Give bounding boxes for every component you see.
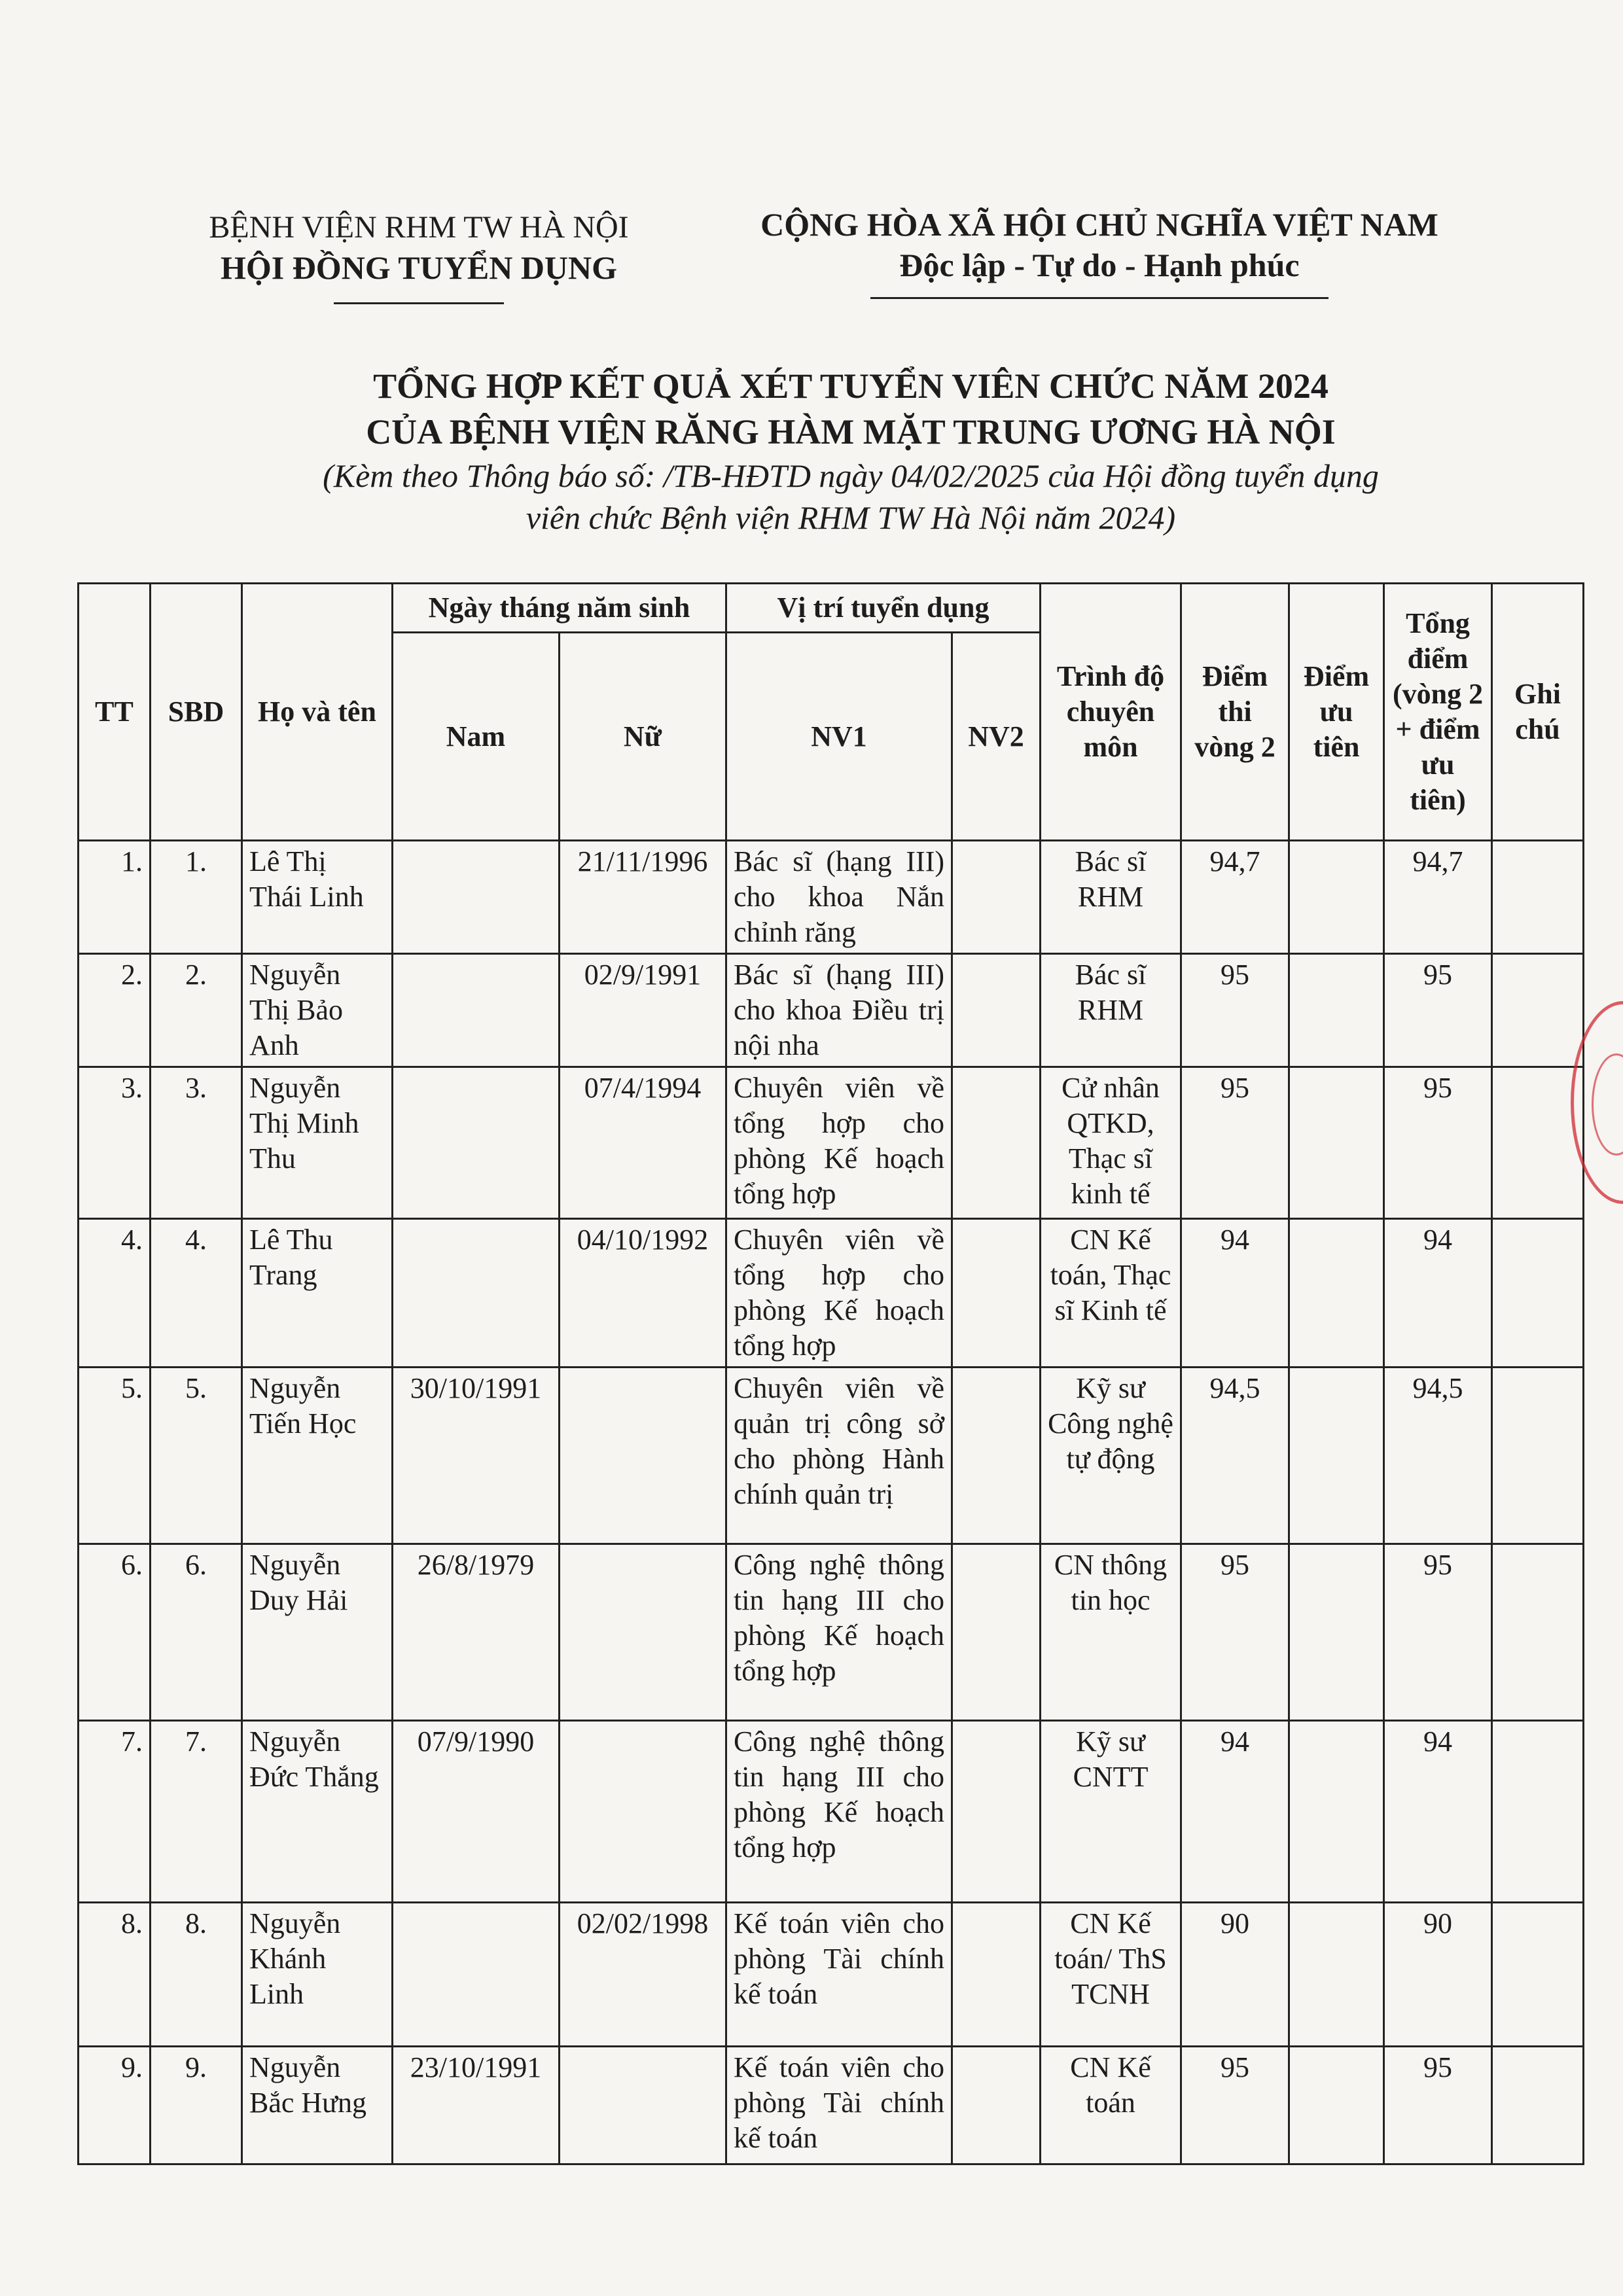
row-position-nv1: Chuyên viên về quản trị công sở cho phòng Hành chính quản trị xyxy=(726,1368,952,1544)
row-exam-score: 95 xyxy=(1181,1067,1289,1219)
row-position-nv2 xyxy=(952,841,1041,954)
row-tt: 6. xyxy=(79,1544,151,1721)
row-note xyxy=(1492,2047,1584,2164)
national-title: CỘNG HÒA XÃ HỘI CHỦ NGHĨA VIỆT NAM xyxy=(760,206,1438,243)
row-dob-female: 21/11/1996 xyxy=(560,841,726,954)
row-priority-score xyxy=(1289,954,1384,1067)
row-position-nv2 xyxy=(952,954,1041,1067)
row-sbd: 9. xyxy=(151,2047,242,2164)
row-position-nv1: Kế toán viên cho phòng Tài chính kế toán xyxy=(726,2047,952,2164)
row-tt: 5. xyxy=(79,1368,151,1544)
row-qualification: Kỹ sư CNTT xyxy=(1041,1721,1181,1903)
table-row xyxy=(79,841,1584,954)
row-dob-male: 23/10/1991 xyxy=(393,2047,560,2164)
row-position-nv1: Công nghệ thông tin hạng III cho phòng Kế hoạch tổng hợp xyxy=(726,1544,952,1721)
row-position-nv2 xyxy=(952,2047,1041,2164)
table-row xyxy=(79,1067,1584,1219)
row-tt: 2. xyxy=(79,954,151,1067)
header-dob-group: Ngày tháng năm sinh xyxy=(393,584,726,633)
row-exam-score: 94 xyxy=(1181,1219,1289,1368)
council-name: HỘI ĐỒNG TUYỂN DỤNG xyxy=(220,249,618,286)
row-priority-score xyxy=(1289,2047,1384,2164)
row-dob-female: 02/9/1991 xyxy=(560,954,726,1067)
row-qualification: CN thông tin học xyxy=(1041,1544,1181,1721)
row-qualification: Cử nhân QTKD, Thạc sĩ kinh tế xyxy=(1041,1067,1181,1219)
row-priority-score xyxy=(1289,1368,1384,1544)
row-position-nv1: Bác sĩ (hạng III) cho khoa Điều trị nội nha xyxy=(726,954,952,1067)
header-right xyxy=(720,204,1479,299)
row-dob-male: 07/9/1990 xyxy=(393,1721,560,1903)
row-position-nv1: Chuyên viên về tổng hợp cho phòng Kế hoạch tổng hợp xyxy=(726,1067,952,1219)
row-sbd: 5. xyxy=(151,1368,242,1544)
row-note xyxy=(1492,1368,1584,1544)
row-note xyxy=(1492,841,1584,954)
header-priority: Điểm ưu tiên xyxy=(1289,584,1384,841)
row-qualification: Bác sĩ RHM xyxy=(1041,954,1181,1067)
row-tt: 1. xyxy=(79,841,151,954)
header-total: Tổng điểm (vòng 2 + điểm ưu tiên) xyxy=(1384,584,1492,841)
row-exam-score: 94 xyxy=(1181,1721,1289,1903)
table-row xyxy=(79,954,1584,1067)
row-position-nv2 xyxy=(952,1368,1041,1544)
row-qualification: CN Kế toán, Thạc sĩ Kinh tế xyxy=(1041,1219,1181,1368)
row-tt: 3. xyxy=(79,1067,151,1219)
row-priority-score xyxy=(1289,1067,1384,1219)
row-dob-female xyxy=(560,2047,726,2164)
header-exam-score: Điểm thi vòng 2 xyxy=(1181,584,1289,841)
row-sbd: 8. xyxy=(151,1903,242,2047)
organization-name: BỆNH VIỆN RHM TW HÀ NỘI xyxy=(209,210,629,245)
table-row xyxy=(79,1219,1584,1368)
row-exam-score: 94,5 xyxy=(1181,1368,1289,1544)
row-dob-female xyxy=(560,1368,726,1544)
national-motto: Độc lập - Tự do - Hạnh phúc xyxy=(899,247,1300,283)
row-name: Nguyễn Khánh Linh xyxy=(242,1903,393,2047)
subtitle-line-1: (Kèm theo Thông báo số: /TB-HĐTD ngày 04/02/2025 của Hội đồng tuyển dụng xyxy=(323,457,1379,494)
row-total-score: 95 xyxy=(1384,1067,1492,1219)
row-note xyxy=(1492,1219,1584,1368)
row-note xyxy=(1492,1544,1584,1721)
header-right-underline xyxy=(870,297,1329,299)
row-note xyxy=(1492,954,1584,1067)
row-dob-female xyxy=(560,1544,726,1721)
row-dob-female: 07/4/1994 xyxy=(560,1067,726,1219)
row-priority-score xyxy=(1289,1544,1384,1721)
row-position-nv2 xyxy=(952,1903,1041,2047)
row-position-nv1: Chuyên viên về tổng hợp cho phòng Kế hoạch tổng hợp xyxy=(726,1219,952,1368)
row-qualification: CN Kế toán xyxy=(1041,2047,1181,2164)
row-dob-male xyxy=(393,1067,560,1219)
header-left-underline xyxy=(334,302,504,304)
row-total-score: 95 xyxy=(1384,2047,1492,2164)
row-position-nv1: Bác sĩ (hạng III) cho khoa Nắn chỉnh răng xyxy=(726,841,952,954)
header-male: Nam xyxy=(393,633,560,841)
row-dob-male xyxy=(393,954,560,1067)
row-qualification: Bác sĩ RHM xyxy=(1041,841,1181,954)
row-priority-score xyxy=(1289,1903,1384,2047)
table-row xyxy=(79,1544,1584,1721)
table-row xyxy=(79,1903,1584,2047)
header-position-group: Vị trí tuyển dụng xyxy=(726,584,1041,633)
row-tt: 8. xyxy=(79,1903,151,2047)
subtitle-line-2: viên chức Bệnh viện RHM TW Hà Nội năm 2024) xyxy=(526,499,1176,536)
row-name: Nguyễn Tiến Học xyxy=(242,1368,393,1544)
row-tt: 4. xyxy=(79,1219,151,1368)
row-sbd: 6. xyxy=(151,1544,242,1721)
header-sbd: SBD xyxy=(151,584,242,841)
row-note xyxy=(1492,1903,1584,2047)
row-exam-score: 95 xyxy=(1181,2047,1289,2164)
table-row xyxy=(79,1368,1584,1544)
row-dob-female: 02/02/1998 xyxy=(560,1903,726,2047)
header-left xyxy=(157,208,681,304)
row-position-nv1: Công nghệ thông tin hạng III cho phòng Kế hoạch tổng hợp xyxy=(726,1721,952,1903)
row-name: Lê Thị Thái Linh xyxy=(242,841,393,954)
row-tt: 9. xyxy=(79,2047,151,2164)
row-sbd: 7. xyxy=(151,1721,242,1903)
table-row xyxy=(79,2047,1584,2164)
results-table xyxy=(77,582,1584,2165)
row-exam-score: 90 xyxy=(1181,1903,1289,2047)
row-exam-score: 94,7 xyxy=(1181,841,1289,954)
row-tt: 7. xyxy=(79,1721,151,1903)
row-dob-male xyxy=(393,841,560,954)
row-total-score: 94,7 xyxy=(1384,841,1492,954)
row-sbd: 3. xyxy=(151,1067,242,1219)
row-sbd: 1. xyxy=(151,841,242,954)
row-total-score: 94 xyxy=(1384,1219,1492,1368)
row-priority-score xyxy=(1289,1721,1384,1903)
header-note: Ghi chú xyxy=(1492,584,1584,841)
row-position-nv2 xyxy=(952,1067,1041,1219)
table-body xyxy=(79,841,1584,2164)
row-priority-score xyxy=(1289,841,1384,954)
header-qualification: Trình độ chuyên môn xyxy=(1041,584,1181,841)
header-nv2: NV2 xyxy=(952,633,1041,841)
row-exam-score: 95 xyxy=(1181,954,1289,1067)
title-line-2: CỦA BỆNH VIỆN RĂNG HÀM MẶT TRUNG ƯƠNG HÀ NỘI xyxy=(366,412,1336,451)
row-name: Nguyễn Duy Hải xyxy=(242,1544,393,1721)
row-note xyxy=(1492,1067,1584,1219)
title-line-1: TỔNG HỢP KẾT QUẢ XÉT TUYỂN VIÊN CHỨC NĂM 2024 xyxy=(373,366,1329,406)
row-priority-score xyxy=(1289,1219,1384,1368)
row-total-score: 94 xyxy=(1384,1721,1492,1903)
header-nv1: NV1 xyxy=(726,633,952,841)
row-total-score: 94,5 xyxy=(1384,1368,1492,1544)
row-dob-female xyxy=(560,1721,726,1903)
row-sbd: 4. xyxy=(151,1219,242,1368)
row-dob-male xyxy=(393,1219,560,1368)
row-dob-male: 30/10/1991 xyxy=(393,1368,560,1544)
row-total-score: 95 xyxy=(1384,1544,1492,1721)
row-name: Nguyễn Thị Bảo Anh xyxy=(242,954,393,1067)
table-row xyxy=(79,1721,1584,1903)
row-name: Lê Thu Trang xyxy=(242,1219,393,1368)
row-name: Nguyễn Bắc Hưng xyxy=(242,2047,393,2164)
header-female: Nữ xyxy=(560,633,726,841)
row-dob-male xyxy=(393,1903,560,2047)
header-name: Họ và tên xyxy=(242,584,393,841)
row-name: Nguyễn Đức Thắng xyxy=(242,1721,393,1903)
row-position-nv1: Kế toán viên cho phòng Tài chính kế toán xyxy=(726,1903,952,2047)
row-position-nv2 xyxy=(952,1219,1041,1368)
row-dob-female: 04/10/1992 xyxy=(560,1219,726,1368)
header-tt: TT xyxy=(79,584,151,841)
row-name: Nguyễn Thị Minh Thu xyxy=(242,1067,393,1219)
row-sbd: 2. xyxy=(151,954,242,1067)
row-qualification: CN Kế toán/ ThS TCNH xyxy=(1041,1903,1181,2047)
row-total-score: 90 xyxy=(1384,1903,1492,2047)
row-dob-male: 26/8/1979 xyxy=(393,1544,560,1721)
row-qualification: Kỹ sư Công nghệ tự động xyxy=(1041,1368,1181,1544)
row-total-score: 95 xyxy=(1384,954,1492,1067)
row-exam-score: 95 xyxy=(1181,1544,1289,1721)
row-position-nv2 xyxy=(952,1544,1041,1721)
row-note xyxy=(1492,1721,1584,1903)
row-position-nv2 xyxy=(952,1721,1041,1903)
document-title xyxy=(131,363,1571,539)
